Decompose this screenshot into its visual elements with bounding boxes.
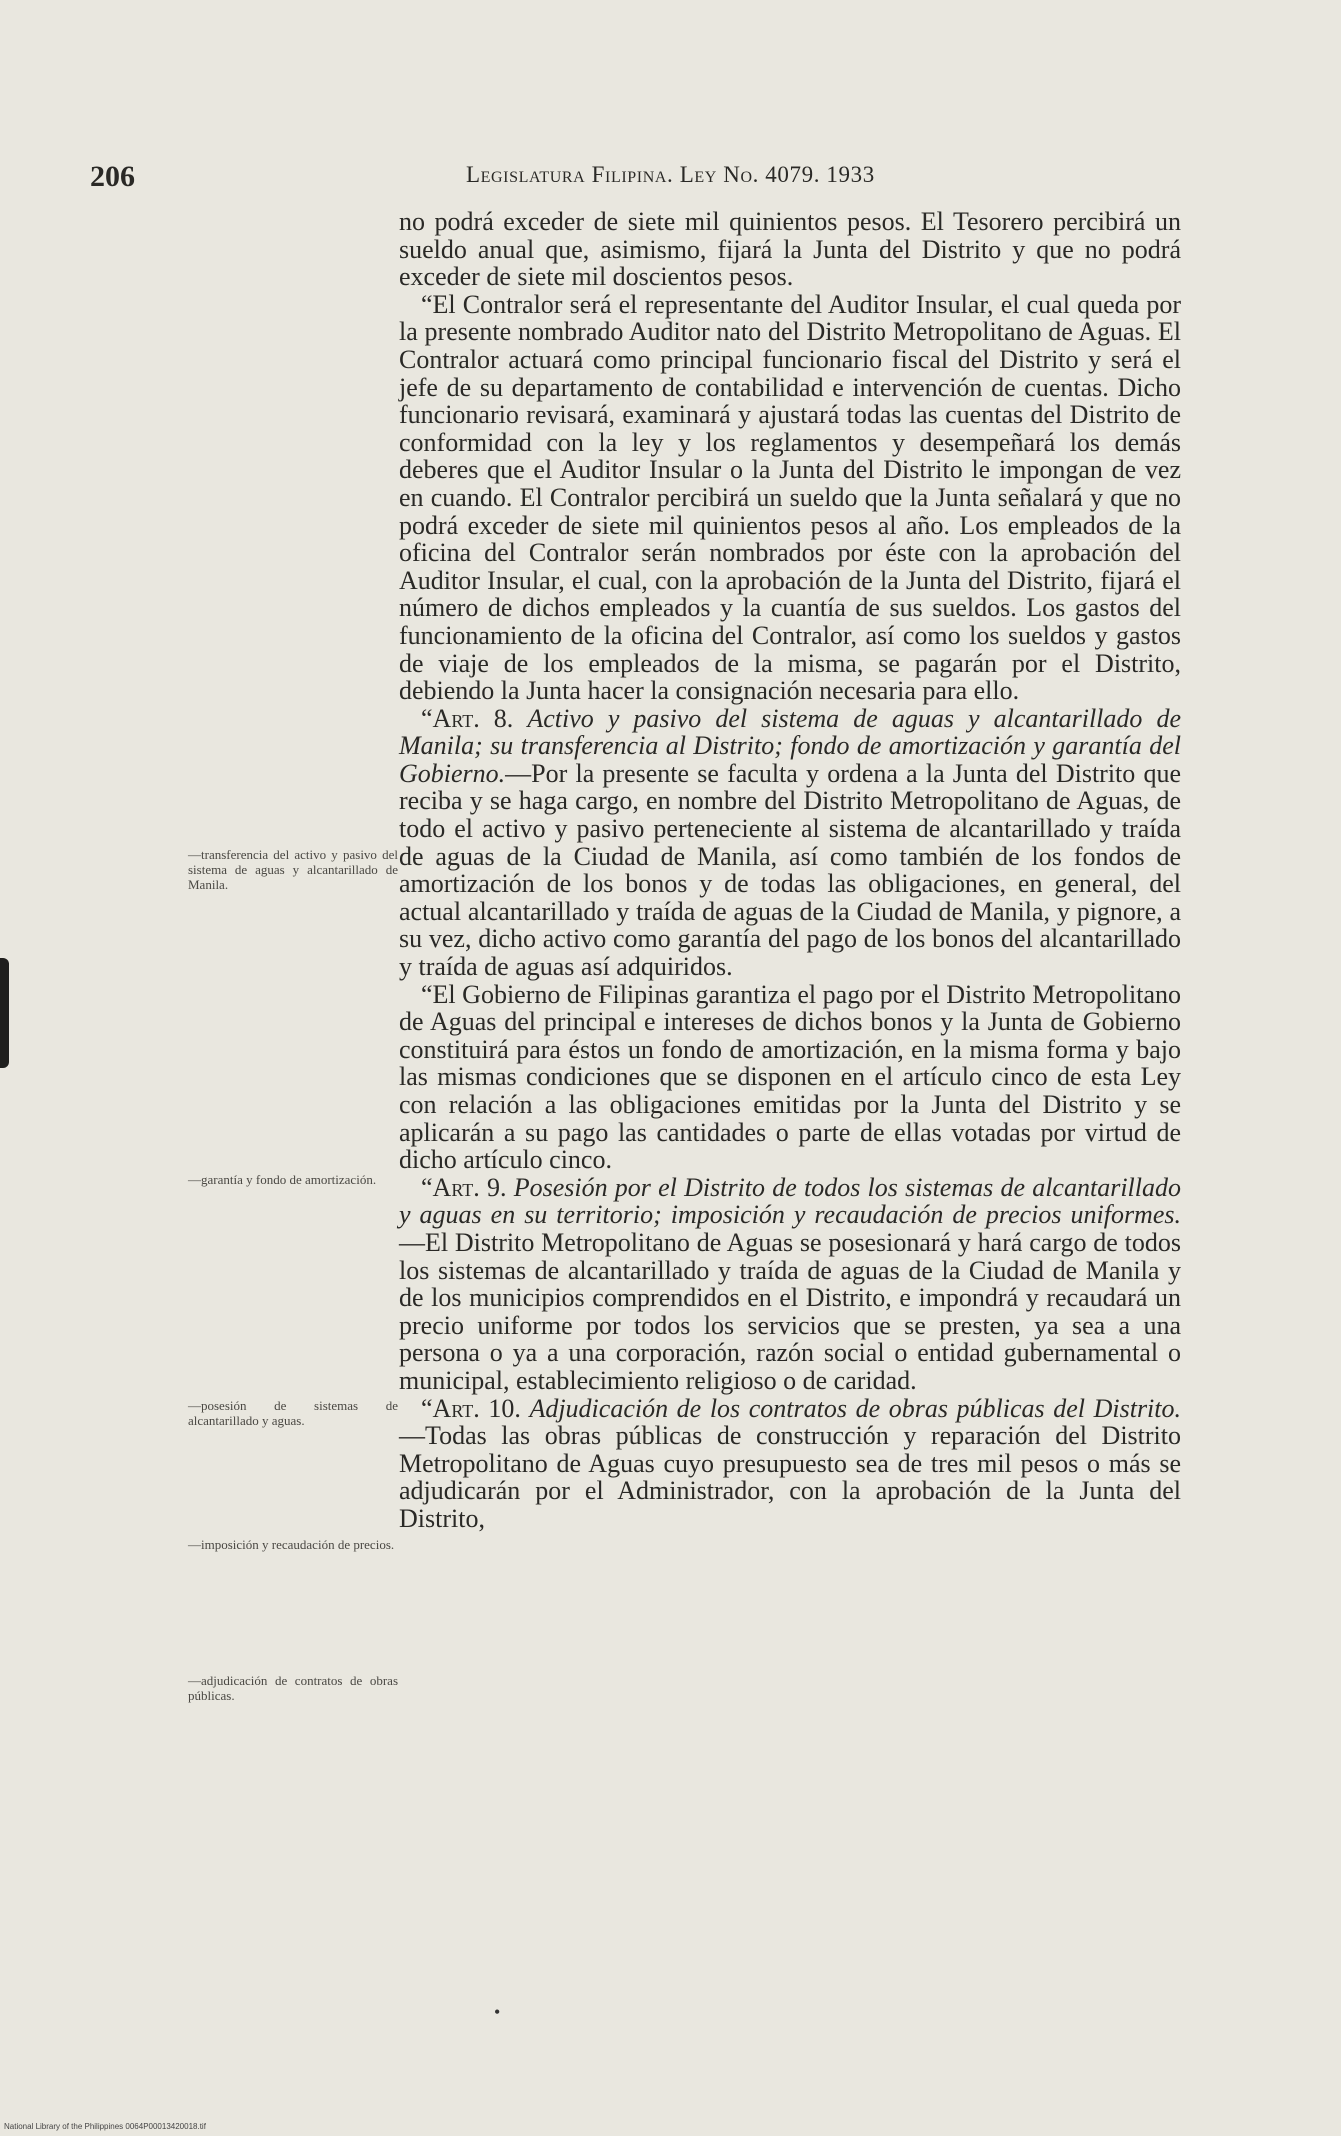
body-text [399,208,1181,1533]
article-10-label: “Art. 10. [421,1393,521,1423]
margin-note-transferencia: —transferencia del activo y pasivo del sistema de aguas y alcantarillado de Manila. [188,847,398,892]
article-8-text: —Por la presente se faculta y ordena a la Junta del Distrito que reciba y se haga cargo, en nombre del Distrito Metropolitano de Aguas, de todo el activo y pasivo perteneciente al sistema de alcantarillado y traída de aguas de la Ciudad de Manila, así como también de los fondos de amortización de los bonos y de todas las obligaciones, en general, del actual alcantarillado y traída de aguas de la Ciudad de Manila, y pignore, a su vez, dicho activo como garantía del pago de los bonos del alcantarillado y traída de aguas así adquiridos. [399,758,1181,982]
paragraph-garantia: “El Gobierno de Filipinas garantiza el pago por el Distrito Metropolitano de Aguas del principal e intereses de dichos bonos y la Junta de Gobierno constituirá para éstos un fondo de amortización, en la misma forma y bajo las mismas condiciones que se disponen en el artículo cinco de esta Ley con relación a las obligaciones emitidas por la Junta del Distrito y se aplicarán a su pago las cantidades o parte de ellas votadas por virtud de dicho artículo cinco. [399,979,1181,1175]
article-9-title: Posesión por el Distrito de todos los sistemas de alcantarillado y aguas en su territorio; imposición y recaudación de precios uniformes. [399,1172,1181,1230]
article-9 [399,1174,1181,1395]
article-9-text: —El Distrito Metropolitano de Aguas se posesionará y hará cargo de todos los sistemas de alcantarillado y traída de aguas de la Ciudad de Manila y de los municipios comprendidos en el Distrito, e impondrá y recaudará un precio uniforme por todos los servicios que se presten, ya sea a una persona o ya a una corporación, razón social o entidad gubernamental o municipal, establecimiento religioso o de caridad. [399,1227,1181,1395]
margin-note-garantia: —garantía y fondo de amortización. [188,1172,377,1187]
paragraph-contralor: “El Contralor será el representante del Auditor Insular, el cual queda por la presente nombrado Auditor nato del Distrito Metropolitano de Aguas. El Contralor actuará como principal funcionario fiscal del Distrito y será el jefe de su departamento de contabilidad e intervención de cuentas. Dicho funcionario revisará, examinará y ajustará todas las cuentas del Distrito de conformidad con la ley y los reglamentos y desempeñará los demás deberes que el Auditor Insular o la Junta del Distrito le impongan de vez en cuando. El Contralor percibirá un sueldo que la Junta señalará y que no podrá exceder de siete mil quinientos pesos al año. Los empleados de la oficina del Contralor serán nombrados por éste con la aprobación del Auditor Insular, el cual, con la aprobación de la Junta del Distrito, fijará el número de dichos empleados y la cuantía de sus sueldos. Los gastos del funcionamiento de la oficina del Contralor, así como los sueldos y gastos de viaje de los empleados de la misma, se pagarán por el Distrito, debiendo la Junta hacer la consignación necesaria para ello. [399,289,1181,706]
margin-note-posesion: —posesión de sistemas de alcantarillado y aguas. [188,1398,398,1428]
article-8-label: “Art. 8. [421,703,514,733]
article-10 [399,1395,1181,1533]
scan-footer: National Library of the Philippines 0064P00013420018.tif [4,2122,206,2131]
article-8 [399,705,1181,981]
article-8-title: Activo y pasivo del sistema de aguas y alcantarillado de Manila; su transferencia al Distrito; fondo de amortización y garantía del Gobierno. [399,703,1181,788]
article-9-label: “Art. 9. [421,1172,507,1202]
page-bullet-mark: • [494,2002,501,2022]
paragraph-tesorero: no podrá exceder de siete mil quinientos pesos. El Tesorero percibirá un sueldo anual que, asimismo, fijará la Junta del Distrito y que no podrá exceder de siete mil doscientos pesos. [399,207,1181,292]
margin-note-imposicion: —imposición y recaudación de precios. [188,1537,395,1552]
article-10-title: Adjudicación de los contratos de obras públicas del Distrito. [529,1393,1182,1423]
article-10-text: —Todas las obras públicas de construcción y reparación del Distrito Metropolitano de Aguas cuyo presupuesto sea de tres mil pesos o más se adjudicarán por el Administrador, con la aprobación de la Junta del Distrito, [399,1421,1181,1533]
margin-note-adjudicacion: —adjudicación de contratos de obras públicas. [188,1673,398,1703]
running-head: Legislatura Filipina. Ley No. 4079. 1933 [466,162,875,187]
page-number: 206 [90,160,135,193]
scan-edge-mark [0,958,9,1068]
page-header [90,160,1100,200]
